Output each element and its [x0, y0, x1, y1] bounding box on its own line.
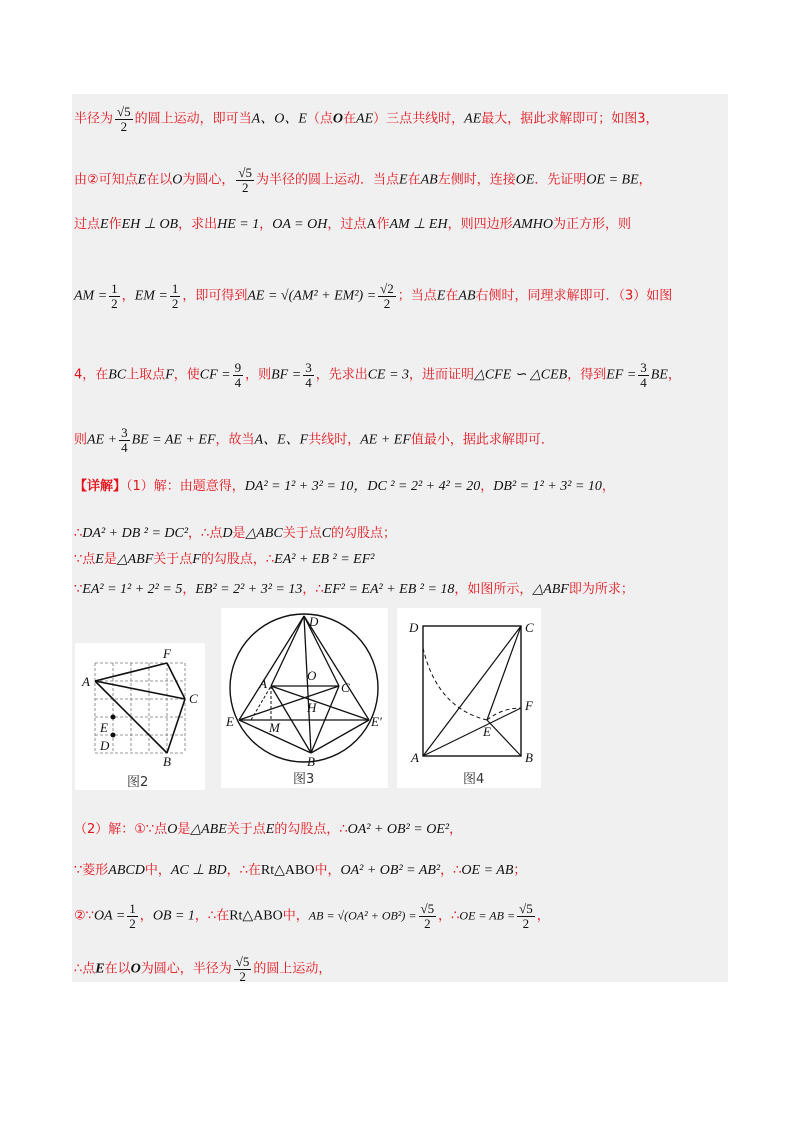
fraction-numerator: 3: [640, 360, 647, 375]
math-expr: CE = 3: [367, 367, 410, 383]
label-A: A: [259, 676, 267, 691]
fraction-numerator: 3: [121, 425, 128, 440]
fraction: [127, 902, 138, 930]
fraction-denominator: 2: [383, 295, 391, 311]
text-segment: ，∴点: [188, 526, 223, 541]
figure-2-caption: 图2: [127, 775, 149, 790]
text-segment: 值最小，据此求解即可．: [410, 432, 554, 448]
math-expr: AE: [356, 111, 374, 127]
math-expr: △ABF: [532, 582, 569, 597]
math-expr: OE = AB =: [459, 908, 516, 923]
fraction-denominator: 2: [171, 295, 179, 311]
math-expr: DB² = 1² + 3² = 10: [493, 479, 602, 494]
fraction-denominator: 4: [121, 439, 128, 455]
math-expr: DA² + DB ² = DC²: [82, 526, 189, 541]
math-expr: EA² = 1² + 2² = 5: [82, 582, 183, 597]
fraction-numerator: 3: [305, 360, 312, 375]
text-segment: 右侧时，同理求解即可．（3）如图: [475, 288, 673, 304]
text-segment: ，先求出: [315, 367, 368, 383]
fraction-denominator: 2: [239, 968, 246, 984]
math-expr: EA² + EB ² = EF²: [274, 552, 375, 567]
fraction-denominator: 2: [120, 118, 128, 134]
label-B: B: [307, 754, 315, 769]
math-expr: OE: [515, 172, 535, 188]
math-expr: D: [222, 526, 233, 541]
text-line-4: [74, 282, 728, 310]
fraction-numerator: √5: [420, 901, 435, 916]
math-expr: Rt△ABO: [260, 863, 315, 878]
math-expr: E: [137, 172, 147, 188]
text-segment: （点: [306, 111, 333, 127]
math-expr: AE +: [87, 432, 118, 448]
text-segment: ，∴: [302, 582, 324, 597]
text-segment: ，如图所示，: [454, 582, 533, 597]
text-line-14: [74, 955, 728, 983]
text-segment: 过点: [74, 217, 101, 232]
text-line-13: [74, 902, 728, 930]
math-expr: AM =: [74, 288, 108, 304]
text-line-3: [74, 218, 728, 232]
fraction-numerator: 9: [234, 360, 242, 375]
label-F: F: [163, 646, 171, 661]
fraction-numerator: 1: [171, 281, 179, 296]
math-expr: E: [95, 961, 105, 977]
math-expr: BE = AE + EF: [131, 432, 216, 448]
text-segment: 作: [376, 217, 390, 232]
math-expr: EH ⊥ OB: [121, 217, 179, 232]
math-expr: E: [436, 288, 446, 304]
fraction: [119, 426, 130, 454]
text-segment: 为半径的圆上运动．当点: [256, 172, 400, 188]
fraction-denominator: 4: [640, 374, 647, 390]
text-line-7: [74, 480, 728, 494]
fraction-denominator: 2: [522, 915, 530, 931]
text-segment: 是: [103, 552, 117, 567]
detail-tag: 【详解】: [74, 479, 127, 494]
figure-2: [75, 643, 205, 790]
math-expr: BF =: [271, 367, 302, 383]
fraction: [115, 105, 133, 133]
math-expr: EF =: [606, 367, 637, 383]
math-expr: O: [130, 961, 141, 977]
fraction: [378, 282, 396, 310]
fraction-numerator: 1: [129, 901, 136, 916]
math-expr: AM ⊥ EH: [389, 217, 448, 232]
math-expr: ABCD: [108, 863, 145, 878]
text-segment: ，进而证明: [409, 367, 475, 383]
text-segment: ；当点: [397, 288, 437, 304]
label-H: H: [307, 700, 317, 715]
text-segment: ；: [513, 863, 527, 878]
text-segment: ，: [121, 288, 135, 304]
math-expr: E: [399, 172, 408, 188]
text-segment: 关于点: [282, 526, 322, 541]
text-segment: 即为所求；: [568, 582, 634, 597]
text-segment: 在以: [104, 961, 131, 977]
math-expr: OE = BE: [586, 172, 639, 188]
text-segment: ，故当: [215, 432, 255, 448]
text-segment: 在以: [146, 172, 173, 188]
figure-4: [397, 608, 541, 788]
text-segment: 作: [108, 217, 122, 232]
math-expr: EB² = 2² + 3² = 13: [195, 582, 303, 597]
text-segment: ，过点: [327, 217, 367, 232]
text-segment: 中，: [144, 863, 171, 878]
text-segment: ，即可得到: [182, 288, 248, 304]
math-expr: AB = √(OA² + OB²) =: [308, 908, 417, 923]
math-expr: AE: [464, 111, 482, 127]
label-B: B: [525, 750, 533, 765]
text-segment: 4，在: [74, 367, 109, 383]
math-expr: OE = AB: [461, 863, 514, 878]
text-segment: ，: [259, 217, 273, 232]
math-expr: △ABE: [190, 822, 227, 837]
fraction: [236, 166, 254, 194]
math-expr: Rt△ABO: [229, 908, 283, 924]
math-expr: △ABC: [245, 526, 283, 541]
fraction-numerator: √2: [380, 281, 394, 296]
text-segment: ②∵: [74, 908, 94, 924]
text-segment: 关于点: [153, 552, 193, 567]
math-expr: AMHO: [512, 217, 554, 232]
text-line-12: [74, 864, 728, 878]
text-segment: 的勾股点，∴: [200, 552, 275, 567]
math-expr: F: [165, 367, 174, 383]
math-expr: AB: [420, 172, 438, 188]
text-segment: ，∴在: [226, 863, 261, 878]
math-expr: HE = 1: [217, 217, 260, 232]
text-segment: ，: [667, 367, 681, 383]
math-expr: O: [172, 172, 183, 188]
text-segment: 关于点: [226, 822, 266, 837]
text-segment: ，∴: [440, 863, 462, 878]
math-expr: A、O、E: [251, 111, 307, 127]
fraction: [109, 282, 120, 310]
text-segment: 为正方形，则: [553, 217, 632, 232]
text-segment: 的勾股点；: [331, 526, 397, 541]
label-O: O: [307, 668, 317, 683]
text-segment: ．先证明: [534, 172, 587, 188]
label-B: B: [163, 754, 171, 769]
math-expr: AE = √(AM² + EM²) =: [247, 288, 377, 304]
text-segment: 最大，据此求解即可；如图3，: [481, 111, 659, 127]
math-expr: E: [100, 217, 109, 232]
text-segment: ∴: [74, 526, 83, 541]
text-segment: ，: [139, 908, 153, 924]
label-E: E: [226, 714, 234, 729]
label-D: D: [309, 614, 319, 629]
text-segment: ，: [449, 822, 463, 837]
fraction-denominator: 4: [234, 374, 242, 390]
text-segment: 的圆上运动，: [253, 961, 332, 977]
text-segment: ∵: [74, 582, 83, 597]
math-expr: O: [167, 822, 178, 837]
text-segment: ，: [182, 582, 196, 597]
text-segment: 在: [445, 288, 459, 304]
fraction-numerator: √5: [235, 954, 250, 969]
label-C: C: [525, 620, 534, 635]
figure-3-caption: 图3: [293, 772, 315, 787]
fraction: [638, 361, 649, 389]
text-segment: （1）解：由题意得，: [126, 479, 245, 494]
math-expr: A: [366, 217, 377, 232]
math-expr: OB = 1: [152, 908, 195, 924]
text-segment: ∵点: [74, 552, 96, 567]
text-segment: 中，: [314, 863, 341, 878]
fraction-denominator: 4: [305, 374, 312, 390]
text-line-8: [74, 527, 728, 541]
math-expr: BE: [650, 367, 668, 383]
text-segment: 由②可知点: [74, 172, 138, 188]
label-D: D: [409, 620, 419, 635]
fraction: [419, 902, 437, 930]
text-segment: ，使: [173, 367, 200, 383]
math-expr: C: [321, 526, 332, 541]
text-line-2: [74, 166, 728, 194]
text-line-9: [74, 553, 728, 567]
math-expr: E: [95, 552, 104, 567]
text-line-6: [74, 426, 728, 454]
fraction: [234, 955, 252, 983]
fraction-numerator: √5: [519, 901, 533, 916]
text-segment: 是: [177, 822, 191, 837]
text-segment: ，: [536, 908, 550, 924]
math-expr: AC ⊥ BD: [170, 863, 227, 878]
label-E-prime: E′: [371, 714, 382, 729]
label-E: E: [483, 724, 491, 739]
text-segment: ∵菱形: [74, 863, 109, 878]
text-segment: 是: [232, 526, 246, 541]
math-expr: △ABF: [116, 552, 154, 567]
math-expr: OA² + OB² = OE²: [347, 822, 450, 837]
fraction-denominator: 2: [241, 179, 249, 195]
text-segment: 则: [74, 432, 88, 448]
label-F: F: [525, 698, 533, 713]
text-segment: 的圆上运动，即可当: [134, 111, 252, 127]
fraction: [233, 361, 244, 389]
fraction-numerator: √5: [238, 165, 253, 180]
fraction-denominator: 2: [129, 915, 136, 931]
text-segment: ∴点: [74, 961, 96, 977]
text-segment: 共线时，: [308, 432, 361, 448]
label-M: M: [269, 720, 280, 735]
math-expr: DA² = 1² + 3² = 10，DC ² = 2² + 4² = 20: [244, 479, 481, 494]
text-segment: 中，: [282, 908, 309, 924]
label-A: A: [411, 750, 419, 765]
fraction-denominator: 2: [424, 915, 431, 931]
math-expr: BC: [108, 367, 127, 383]
text-segment: 为圆心，半径为: [140, 961, 232, 977]
figure-4-drawing: [397, 608, 541, 788]
figure-3: [221, 608, 388, 788]
text-segment: 为圆心，: [182, 172, 235, 188]
math-expr: CF =: [199, 367, 231, 383]
math-expr: OA =: [93, 908, 126, 924]
text-segment: 左侧时，连接: [437, 172, 516, 188]
text-segment: 在: [407, 172, 421, 188]
text-line-1: [74, 105, 728, 133]
text-segment: ，: [480, 479, 494, 494]
label-C: C: [341, 680, 350, 695]
math-expr: AE + EF: [360, 432, 411, 448]
label-C: C: [189, 691, 198, 706]
text-segment: ，: [638, 172, 652, 188]
text-segment: ，得到: [567, 367, 607, 383]
math-expr: △CFE ∽ △CEB: [474, 367, 568, 383]
text-line-5: [74, 361, 728, 389]
math-expr: EM =: [134, 288, 168, 304]
text-segment: 上取点: [126, 367, 166, 383]
text-line-11: [74, 823, 728, 837]
math-expr: OA = OH: [272, 217, 328, 232]
figure-2-drawing: [75, 643, 205, 790]
text-line-10: [74, 583, 728, 597]
math-expr: E: [265, 822, 275, 837]
text-segment: ，∴在: [194, 908, 230, 924]
fraction-denominator: 2: [111, 295, 118, 311]
figure-3-drawing: [221, 608, 388, 788]
fraction-numerator: √5: [117, 104, 131, 119]
math-expr: OA² + OB² = AB²: [340, 863, 441, 878]
label-A: A: [82, 674, 90, 689]
text-segment: 在: [343, 111, 357, 127]
math-expr: O: [332, 111, 344, 127]
math-expr: AB: [458, 288, 476, 304]
text-segment: 半径为: [74, 111, 114, 127]
text-segment: 的勾股点，∴: [274, 822, 348, 837]
text-segment: ，∴: [438, 908, 460, 924]
math-expr: F: [192, 552, 201, 567]
fraction: [303, 361, 314, 389]
text-segment: ，求出: [178, 217, 218, 232]
math-expr: A、E、F: [254, 432, 309, 448]
label-E: E: [100, 720, 108, 735]
figure-4-caption: 图4: [463, 772, 485, 787]
text-segment: ，则四边形: [447, 217, 513, 232]
label-D: D: [100, 738, 110, 753]
text-segment: ，则: [245, 367, 272, 383]
fraction: [517, 902, 535, 930]
math-expr: EF² = EA² + EB ² = 18: [323, 582, 455, 597]
text-segment: （2）解：①∵点: [74, 822, 168, 837]
fraction: [170, 282, 181, 310]
fraction-numerator: 1: [111, 281, 118, 296]
text-segment: ，: [601, 479, 615, 494]
text-segment: ）三点共线时，: [373, 111, 465, 127]
